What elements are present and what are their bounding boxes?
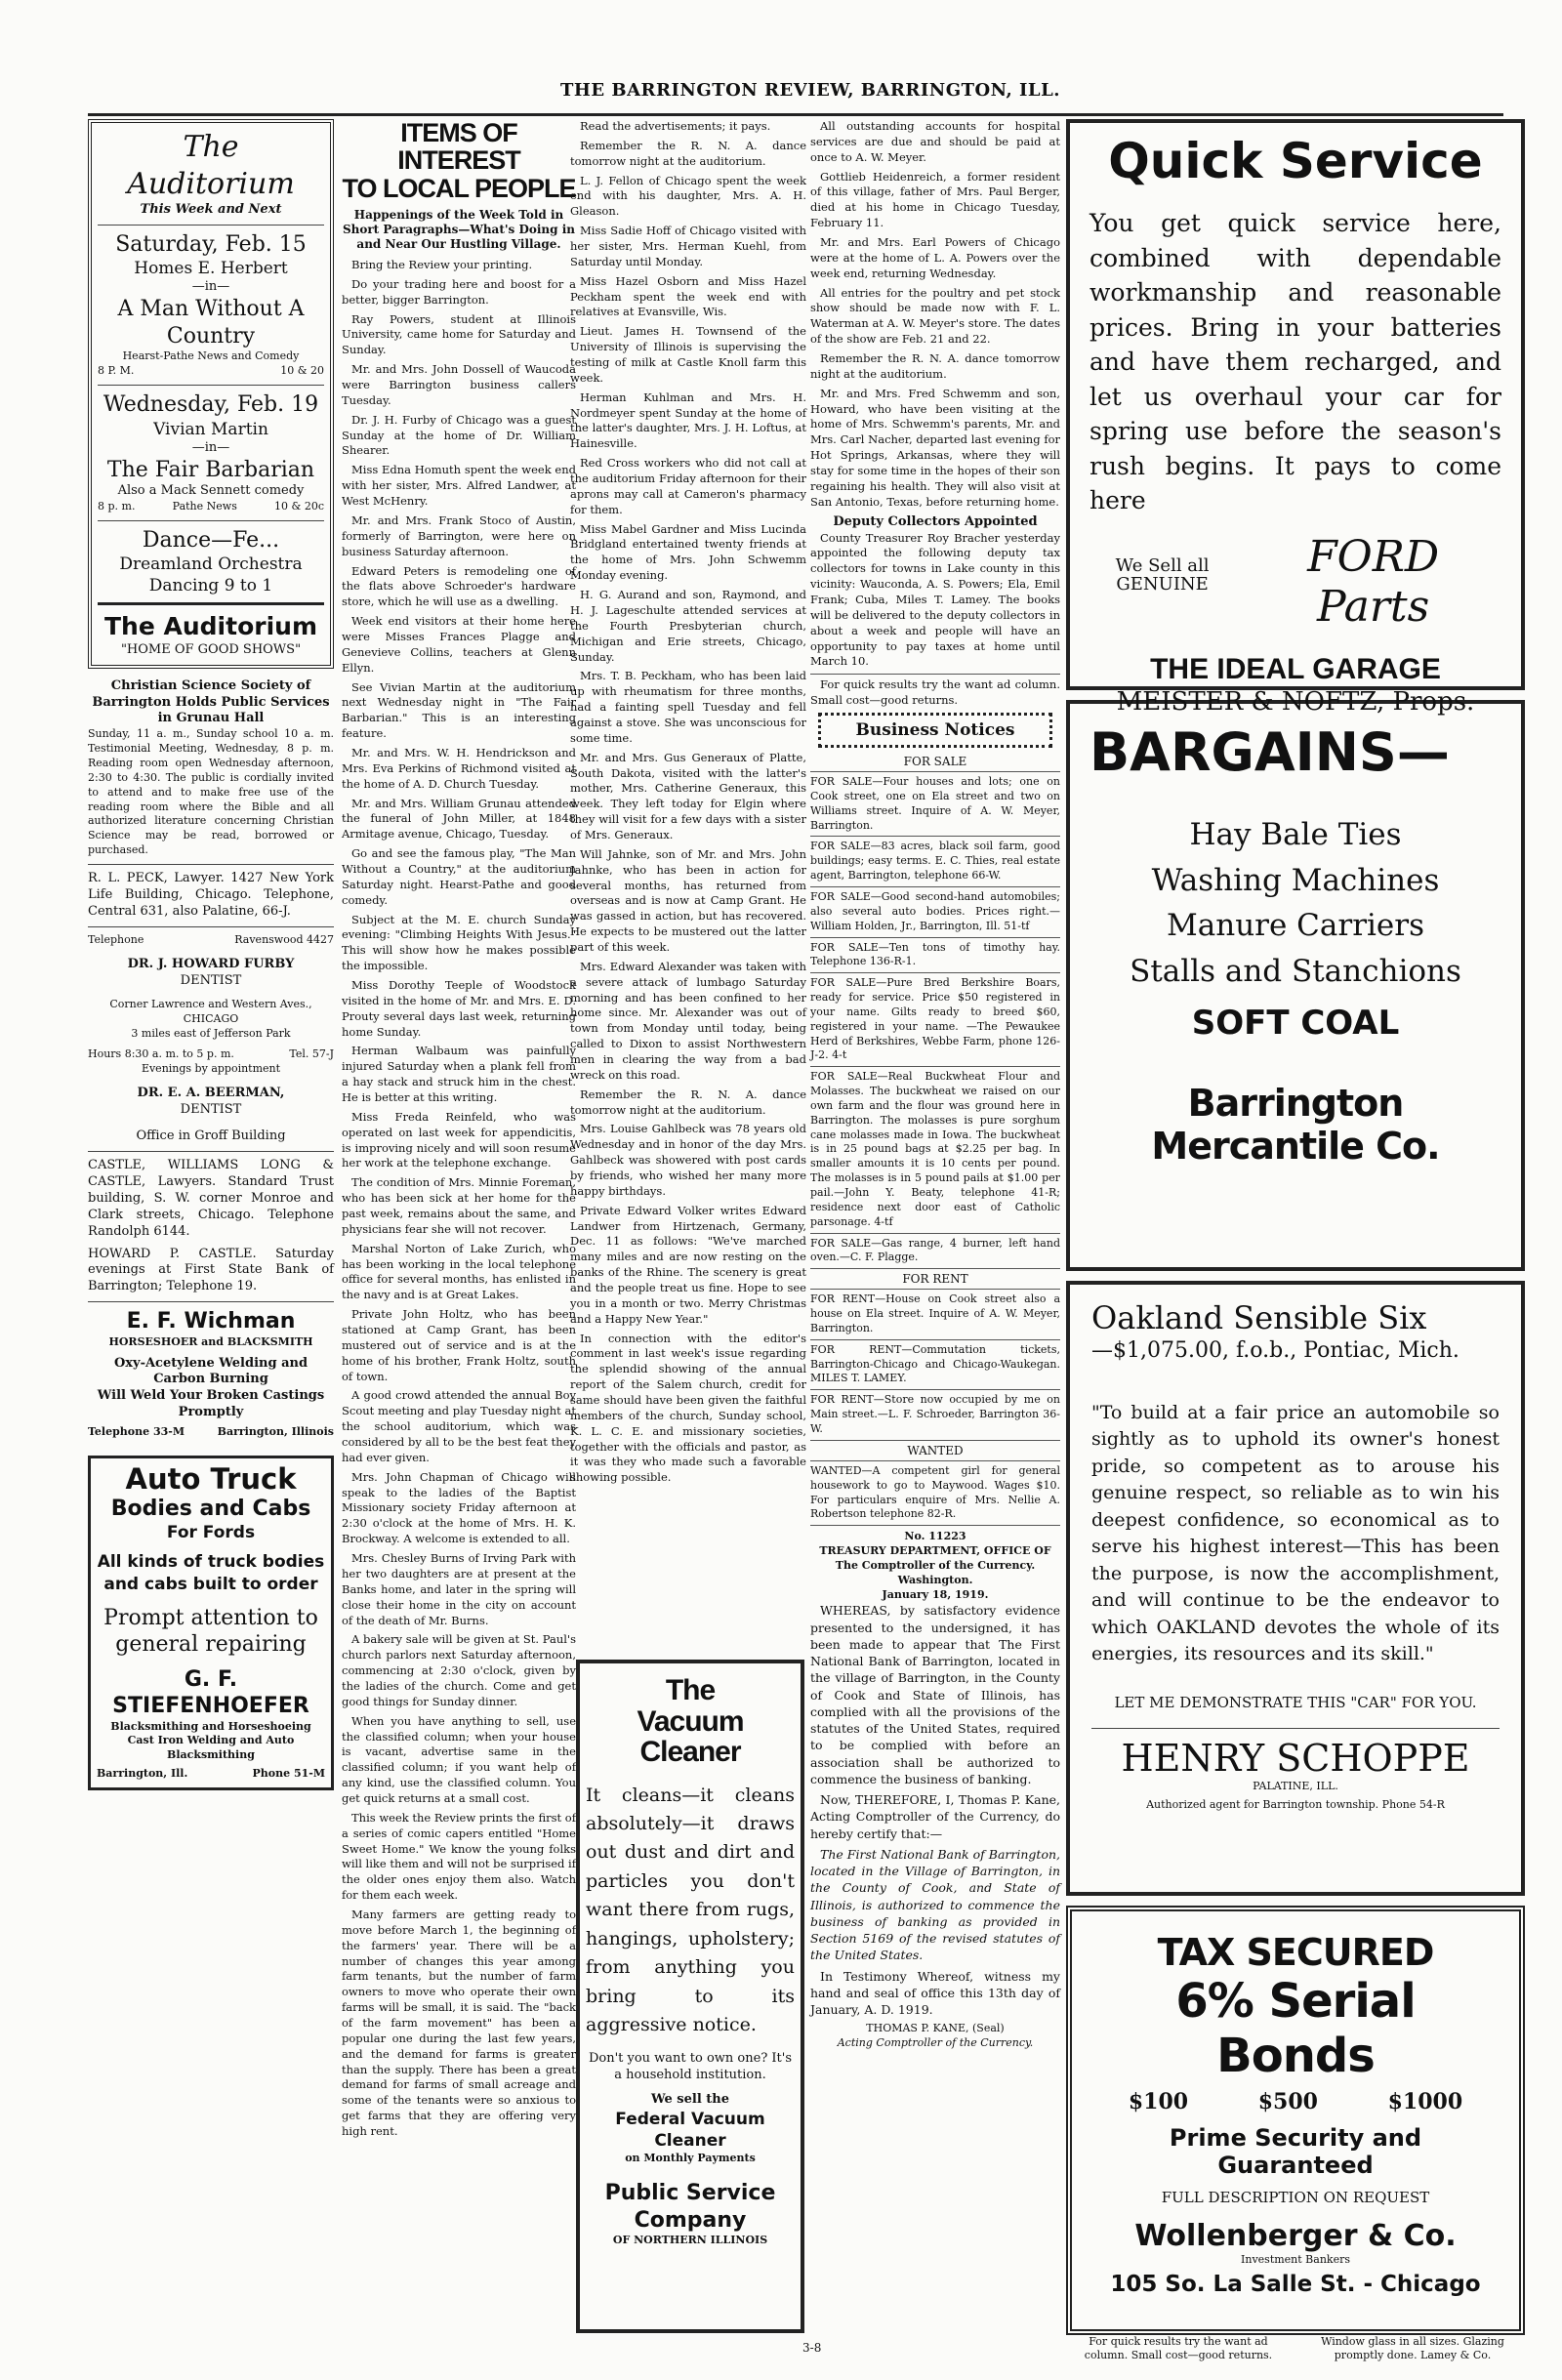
items-paras-item: Subject at the M. E. church Sunday evening: "Climbing Heights With Jesus." This will show how he makes possible the impossible.: [342, 912, 576, 973]
vacuum-h3: Cleaner: [639, 1736, 741, 1768]
for-sale-heading: FOR SALE: [810, 752, 1060, 772]
vacuum-h1: The: [665, 1674, 716, 1706]
stiefen-h3: For Fords: [166, 1523, 256, 1543]
masthead: THE BARRINGTON REVIEW, BARRINGTON, ILL.: [559, 80, 1060, 101]
bonds-heading-2: 6% Serial Bonds: [1175, 1974, 1416, 2083]
items-paras-item: See Vivian Martin at the auditorium next Wednesday night in "The Fair Barbarian." This is an interesting feature.: [342, 679, 576, 741]
column-4: [810, 119, 1060, 2355]
furby-card: [88, 933, 334, 1146]
stiefenhoefer-ad: [88, 1456, 334, 1790]
col3-paras-item: Remember the R. N. A. dance tomorrow night at the auditorium.: [570, 138, 806, 168]
col3-paras-item: Red Cross workers who did not call at the auditorium Friday afternoon for their aprons may call at Cameron's pharmacy for them.: [570, 456, 806, 516]
auditorium-title: The Auditorium: [127, 130, 295, 201]
bottom-notes: [1066, 2335, 1525, 2362]
bonds-firm: Wollenberger & Co.: [1134, 2219, 1457, 2253]
col3-paras-item: Private Edward Volker writes Edward Landwer from Hirtzenach, Germany, Dec. 11 as follows: "We've marched many miles and are now resting on the banks of the Rhine. The scenery is great and the people treat us fine. Hope to see you in a month or two. Merry Christmas and a Happy New Year.": [570, 1203, 806, 1326]
col3-paras-item: Miss Mabel Gardner and Miss Lucinda Bridgland entertained twenty friends at the home of Mrs. John Schwemm Monday evening.: [570, 521, 806, 583]
show2-news: Pathe News: [172, 499, 237, 513]
furby-tel: Ravenswood 4427: [234, 932, 334, 946]
column-2: [342, 119, 576, 2316]
bonds-address: 105 So. La Salle St. - Chicago: [1110, 2271, 1481, 2297]
furby-telno: Tel. 57-J: [289, 1046, 334, 1060]
items-paras-item: This week the Review prints the first of a series of comic capers entitled "Home Sweet Home." We know the young folks will like them and will not be surprised if the older ones enjoy them also. Watch for them each week.: [342, 1810, 576, 1903]
stiefen-phone: Phone 51-M: [252, 1767, 325, 1781]
deputy-body: County Treasurer Roy Bracher yesterday appointed the following deputy tax collectors for towns in Lake county in this vicinity: Wauconda, A. S. Powers; Ela, Emil Frank; Cuba, Miles T. Lamey. The books will be delivered to the deputy collectors in about a week and people will have an opportunity to pay taxes at home until March 10.: [810, 530, 1060, 669]
vacuum-question: Don't you want to own one? It's a household institution.: [588, 2051, 793, 2083]
col3-paras-item: Remember the R. N. A. dance tomorrow night at the auditorium.: [570, 1087, 806, 1117]
business-notices-box: [818, 713, 1052, 748]
rent-list-item: FOR RENT—Store now occupied by me on Main street.—L. F. Schroeder, Barrington 36-W.: [810, 1390, 1060, 1441]
beerman-name: DR. E. A. BEERMAN,: [137, 1086, 285, 1101]
auditorium-subtitle: This Week and Next: [140, 202, 282, 217]
col3-paras-item: Mrs. T. B. Peckham, who has been laid up with rheumatism for three months, had a fainting spell Tuesday and fell against a stove. She was unconscious for some time.: [570, 669, 806, 745]
col3-paragraphs: [570, 119, 806, 1486]
col3-paras-item: L. J. Fellon of Chicago spent the week end with his daughter, Mrs. A. H. Gleason.: [570, 173, 806, 219]
items-paras-item: Edward Peters is remodeling one of the flats above Schroeder's hardware store, which he will use as a dwelling.: [342, 563, 576, 609]
treasury-date: January 18, 1919.: [882, 1587, 989, 1601]
sale-list-item: FOR SALE—Ten tons of timothy hay. Telephone 136-R-1.: [810, 938, 1060, 974]
show1-extra: Hearst-Pathe News and Comedy: [122, 349, 300, 363]
items-paras-item: Miss Freda Reinfeld, who was operated on last week for appendicitis, is improving nicely and will soon resume her work at the telephone exchange.: [342, 1109, 576, 1170]
for-sale-list: [810, 772, 1060, 1269]
garage-ford-parts: FORD Parts: [1307, 531, 1440, 632]
furby-hours: Hours 8:30 a. m. to 5 p. m.: [88, 1046, 234, 1060]
furby-name: DR. J. HOWARD FURBY: [127, 957, 295, 972]
dance-title: Dance—Fe...: [142, 527, 280, 553]
col4-paras-item: All entries for the poultry and pet stock show should be made now with F. L. Waterman at A. W. Meyer's store. The dates of the show are Feb. 21 and 22.: [810, 285, 1060, 347]
treasury-signature: THOMAS P. KANE, (Seal): [866, 2022, 1005, 2035]
bonds-investment-bankers: Investment Bankers: [1241, 2253, 1350, 2266]
quick-results-note: For quick results try the want ad column. Small cost—good returns.: [810, 674, 1060, 709]
items-paras-item: Miss Edna Homuth spent the week end with her sister, Mrs. Alfred Landwer, at West McHenry.: [342, 463, 576, 509]
items-paras-item: Many farmers are getting ready to move before March 1, the beginning of the farmers' year. There will be a number of changes this year among farm tenants, but the number of farm owners to move who operate their own farms will be small, it is said. The "back of the farm movement" has been a popular one during the last few years, and the demand for farms is greater than the supply. There has been a great demand for farms of small acreage and some of the tenants were so anxious to get farms that they are offering very high rent.: [342, 1907, 576, 2138]
masthead-rule: [88, 113, 1503, 116]
for-rent-heading: FOR RENT: [810, 1269, 1060, 1290]
furby-tel-label: Telephone: [88, 932, 144, 946]
business-notices-heading: Business Notices: [855, 719, 1015, 740]
column-1: [88, 119, 334, 2296]
items-paras-item: Private John Holtz, who has been stationed at Camp Grant, has been mustered out of service and is at the home of his brother, Frank Holtz, south of town.: [342, 1307, 576, 1383]
items-paras-item: A good crowd attended the annual Boy Scout meeting and play Tuesday night at the school auditorium, which was considered by all to be the best feat they had ever given.: [342, 1388, 576, 1464]
vacuum-brand: Federal Vacuum Cleaner: [615, 2110, 765, 2152]
wichman-line1: Oxy-Acetylene Welding and Carbon Burning: [113, 1355, 308, 1387]
show2-in: —in—: [191, 439, 230, 455]
mercantile-item: Hay Bale Ties: [1189, 817, 1402, 852]
show2-price: 10 & 20c: [274, 499, 324, 513]
col3-paras-item: Herman Kuhlman and Mrs. H. Nordmeyer spent Sunday at the home of the latter's daughter, Mrs. J. H. Loftus, at Hainesville.: [570, 390, 806, 451]
wanted-heading: WANTED: [810, 1441, 1060, 1461]
garage-props: MEISTER & NOFTZ, Props.: [1116, 686, 1475, 717]
col3-paras-item: Mrs. Louise Gahlbeck was 78 years old Wednesday and in honor of the day Mrs. Gahlbeck was showered with post cards by friends, who wished her many more happy birthdays.: [570, 1122, 806, 1198]
deputy-heading: Deputy Collectors Appointed: [833, 513, 1038, 529]
col3-paras-item: Will Jahnke, son of Mr. and Mrs. John Jahnke, who has been in action for several months, has returned from overseas and is now at Camp Grant. He was gassed in action, but has recovered. He expects to be mustered out the latter part of this week.: [570, 846, 806, 954]
bond-denom-1000: $1000: [1387, 2089, 1463, 2114]
rent-list-item: FOR RENT—House on Cook street also a house on Ela street. Inquire of A. W. Meyer, Barrington.: [810, 1290, 1060, 1340]
furby-miles: 3 miles east of Jefferson Park: [131, 1026, 291, 1040]
items-paragraphs: [342, 258, 576, 2140]
items-heading-2: TO LOCAL PEOPLE: [342, 173, 576, 203]
vacuum-ad: [576, 1660, 804, 2333]
stiefen-line1: All kinds of truck bodies and cabs built to order: [97, 1552, 325, 1594]
items-paras-item: Mr. and Mrs. John Dossell of Waucoda were Barrington business callers Tuesday.: [342, 362, 576, 407]
items-paras-item: When you have anything to sell, use the classified column; when your house is vacant, advertise same in the classified column; if you want help of any kind, use the classified column. You get quick returns at a small cost.: [342, 1713, 576, 1805]
oakland-price: —$1,075.00, f.o.b., Pontiac, Mich.: [1091, 1338, 1459, 1363]
stiefen-town: Barrington, Ill.: [97, 1767, 188, 1781]
show1-in: —in—: [191, 279, 230, 295]
col3-paras-item: Lieut. James H. Townsend of the University of Illinois is supervising the testing of milk at Castle Knoll farm this week.: [570, 324, 806, 385]
mercantile-item: Washing Machines: [1151, 862, 1440, 898]
treasury-number: No. 11223: [904, 1530, 966, 1543]
col3-paras-item: Mr. and Mrs. Gus Generaux of Platte, South Dakota, visited with the latter's mother, Mrs. Catherine Generaux, this week. They left today for Elgin where they will visit for a few days with a sister of Mrs. Generaux.: [570, 750, 806, 841]
for-rent-list: [810, 1290, 1060, 1441]
treasury-para-4: In Testimony Whereof, witness my hand and seal of office this 13th day of January, A. D. 1919.: [810, 1968, 1060, 2018]
stiefen-trade: Blacksmithing and Horseshoeing Cast Iron Welding and Auto Blacksmithing: [110, 1719, 311, 1762]
items-paras-item: Bring the Review your printing.: [351, 258, 533, 272]
vacuum-company-3: OF NORTHERN ILLINOIS: [612, 2234, 768, 2247]
oakland-dealer: HENRY SCHOPPE: [1121, 1737, 1470, 1781]
col3-paras-item: Mrs. Edward Alexander was taken with a severe attack of lumbago Saturday morning and has been confined to her home since. Mr. Alexander was out of town from Monday until today, being called to Dixon to assist Northwestern men in clearing the way from a bad wreck on this road.: [570, 959, 806, 1082]
col3-paras-item: In connection with the editor's comment in last week's issue regarding the splendid showing of the annual report of the Salem church, credit for same should have been given the faithful members of the church, Sunday school, K. L. C. E. and missionary societies, together with the officials and pastor, as it was they who made such a favorable showing possible.: [570, 1331, 806, 1485]
treasury-heading: TREASURY DEPARTMENT, OFFICE OF The Comptroller of the Currency. Washington.: [819, 1544, 1051, 1586]
col3-paras-item: Miss Hazel Osborn and Miss Hazel Peckham spent the week end with relatives at Evansville, Wis.: [570, 273, 806, 319]
vacuum-sell: We sell the: [650, 2092, 730, 2108]
sale-list-item: FOR SALE—83 acres, black soil farm, good buildings; easy terms. E. C. Thies, real estate agent, Barrington, telephone 66-W.: [810, 837, 1060, 887]
garage-sell: We Sell all GENUINE: [1115, 554, 1210, 595]
sale-list-item: FOR SALE—Good second-hand automobiles; also several auto bodies. Prices right.—William Holden, Jr., Barrington, Ill. 51-tf: [810, 887, 1060, 938]
wichman-ad: [88, 1308, 334, 1440]
auditorium-footer: The Auditorium: [104, 612, 317, 641]
christian-science-body: Sunday, 11 a. m., Sunday school 10 a. m. Testimonial Meeting, Wednesday, 8 p. m. Reading room open Wednesday afternoon, 2:30 to 4:30. The public is cordially invited to attend and to make free use of the reading room where the Bible and all authorized literature concerning Christian Science may be read, borrowed or purchased.: [88, 727, 334, 857]
oakland-agent: Authorized agent for Barrington township. Phone 54-R: [1146, 1798, 1445, 1812]
items-paras-item: Mr. and Mrs. W. H. Hendrickson and Mrs. Eva Perkins of Richmond visited at the home of A. D. Church Tuesday.: [342, 745, 576, 791]
garage-name: THE IDEAL GARAGE: [1150, 652, 1441, 685]
furby-evenings: Evenings by appointment: [141, 1061, 281, 1075]
ideal-garage-ad: [1066, 119, 1525, 717]
wichman-town: Barrington, Illinois: [217, 1425, 334, 1439]
col4-paras-item: Remember the R. N. A. dance tomorrow night at the auditorium.: [810, 351, 1060, 381]
bottom-note-want-ad: For quick results try the want ad column. Small cost—good returns.: [1084, 2335, 1273, 2361]
show1-price: 10 & 20: [280, 364, 324, 378]
bond-denom-500: $500: [1257, 2089, 1318, 2114]
dance-orchestra: Dreamland Orchestra: [119, 554, 303, 575]
oakland-town: PALATINE, ILL.: [1253, 1780, 1338, 1793]
treasury-para-3: The First National Bank of Barrington, located in the Village of Barrington, in the County of Cook, and State of Illinois, is authorized to commence the business of banking as provided in Section 5169 of the revised statutes of the United States.: [810, 1846, 1060, 1963]
show2-time: 8 p. m.: [98, 499, 136, 513]
peck-card: R. L. PECK, Lawyer. 1427 New York Life Building, Chicago. Telephone, Central 631, also Palatine, 66-J.: [88, 870, 334, 919]
items-paras-item: Miss Dorothy Teeple of Woodstock visited in the home of Mr. and Mrs. E. D. Prouty several days last week, returning home Sunday.: [342, 977, 576, 1039]
oakland-quote: "To build at a fair price an automobile so sightly as to uphold its owner's honest pride, so competent as to arouse his genuine respect, so reliable as to win his deepest confidence, so economical as to serve his highest interest—This has been the purpose, is now the accomplishment, and will continue to be the endeavor to which OAKLAND devotes the whole of its energies, its resources and its skill.": [1091, 1401, 1500, 1665]
items-paras-item: Mr. and Mrs. Frank Stoco of Austin, formerly of Barrington, were here on business Saturday afternoon.: [342, 513, 576, 558]
wichman-name: E. F. Wichman: [126, 1309, 296, 1334]
items-paras-item: Mrs. John Chapman of Chicago will speak to the ladies of the Baptist Missionary society Friday afternoon at 2:30 o'clock at the home of Mrs. H. K. Brockway. A welcome is extended to all.: [342, 1469, 576, 1546]
oakland-heading: Oakland Sensible Six: [1091, 1299, 1427, 1336]
sale-list-item: FOR SALE—Gas range, 4 burner, left hand oven.—C. F. Plagge.: [810, 1234, 1060, 1270]
wichman-trade: HORSESHOER and BLACKSMITH: [108, 1334, 313, 1348]
col3-paras-item: H. G. Aurand and son, Raymond, and H. J. Lageschulte attended services at the Fourth Presbyterian church, Michigan and Erie streets, Chicago, Sunday.: [570, 588, 806, 664]
wichman-line2: Will Weld Your Broken Castings Promptly: [97, 1388, 325, 1420]
stiefen-h2: Bodies and Cabs: [110, 1496, 311, 1521]
column-5: [1066, 119, 1525, 2364]
items-paras-item: Dr. J. H. Furby of Chicago was a guest Sunday at the home of Dr. William Shearer.: [342, 412, 576, 458]
garage-body: You get quick service here, combined with dependable workmanship and reasonable prices. Bring in your batteries and have them recharged, and let us overhaul your car for spring use before the season's rush begins. It pays to come here: [1089, 209, 1501, 514]
mercantile-item: Stalls and Stanchions: [1130, 953, 1461, 989]
mercantile-coal: SOFT COAL: [1191, 1004, 1400, 1043]
christian-science-notice: [88, 678, 334, 858]
col4-paras-item: All outstanding accounts for hospital services are due and should be paid at once to A. W. Meyer.: [810, 119, 1060, 164]
show1-star: Homes E. Herbert: [134, 259, 288, 279]
castle-card: CASTLE, WILLIAMS LONG & CASTLE, Lawyers. Standard Trust building, S. W. corner Monroe and Clark streets, Chicago. Telephone Randolph 6144.: [88, 1158, 334, 1239]
items-heading-1: ITEMS OF INTEREST: [397, 118, 520, 176]
mercantile-item: Manure Carriers: [1167, 908, 1424, 943]
treasury-para-2: Now, THEREFORE, I, Thomas P. Kane, Acting Comptroller of the Currency, do hereby certify that:—: [810, 1792, 1060, 1841]
vacuum-body: It cleans—it cleans absolutely—it draws out dust and dirt and particles you don't want there from rugs, hangings, upholstery; from anything you bring to its aggressive notice.: [586, 1784, 795, 2035]
wanted-item: WANTED—A competent girl for general housework to go to Maywood. Wages $10. For particulars enquire of Mrs. Nellie A. Robertson telephone 82-R.: [810, 1461, 1060, 1526]
sale-list-item: FOR SALE—Four houses and lots; one on Cook street, one on Ela street and two on Williams street. Inquire of A. W. Meyer, Barrington.: [810, 772, 1060, 837]
beerman-title: DENTIST: [180, 1102, 242, 1118]
col3-paras-item: Read the advertisements; it pays.: [580, 119, 771, 133]
mercantile-heading: BARGAINS—: [1089, 721, 1450, 783]
bonds-ad: [1066, 1906, 1525, 2335]
items-subheading: Happenings of the Week Told in Short Paragraphs—What's Doing in and Near Our Hustling Village.: [342, 208, 576, 252]
items-paras-item: Ray Powers, student at Illinois University, came home for Saturday and Sunday.: [342, 311, 576, 357]
vacuum-company-1: Public Service: [604, 2181, 776, 2206]
bottom-note-glass: Window glass in all sizes. Glazing promptly done. Lamey & Co.: [1321, 2335, 1504, 2361]
show1-time: 8 P. M.: [98, 364, 135, 378]
col4-paras-item: Gottlieb Heidenreich, a former resident of this village, father of Mrs. Paul Berger, died at his home in Chicago Tuesday, February 11.: [810, 169, 1060, 230]
castle-card-2: HOWARD P. CASTLE. Saturday evenings at First State Bank of Barrington; Telephone 19.: [88, 1246, 334, 1294]
col3-paras-item: Miss Sadie Hoff of Chicago visited with her sister, Mrs. Herman Kuehl, from Saturday until Monday.: [570, 224, 806, 268]
show2-star: Vivian Martin: [153, 419, 268, 439]
beerman-office: Office in Groff Building: [136, 1128, 286, 1144]
show2-title: The Fair Barbarian: [106, 457, 315, 482]
col4-paras-item: Mr. and Mrs. Earl Powers of Chicago were at the home of L. A. Powers over the week end, returning Wednesday.: [810, 235, 1060, 280]
items-paras-item: The condition of Mrs. Minnie Foreman, who has been sick at her home for the past week, remains about the same, and physicians fear she will not recover.: [342, 1175, 576, 1236]
auditorium-ad: [88, 119, 334, 669]
vacuum-h2: Vacuum: [637, 1704, 744, 1738]
wichman-tel: Telephone 33-M: [88, 1425, 185, 1439]
dance-time: Dancing 9 to 1: [148, 576, 273, 596]
bonds-full-description: FULL DESCRIPTION ON REQUEST: [1161, 2188, 1430, 2206]
col4-paragraphs: [810, 119, 1060, 511]
auditorium-tagline: "HOME OF GOOD SHOWS": [120, 641, 302, 657]
furby-address: Corner Lawrence and Western Aves., CHICAGO: [109, 998, 312, 1026]
sale-list-item: FOR SALE—Pure Bred Berkshire Boars, ready for service. Price $50 registered in your name. Gilts ready to breed $60, registered in your name. —The Pewaukee Herd of Berkshires, Webbe Farm, phone 126-J-2. 4-t: [810, 973, 1060, 1067]
items-paras-item: Marshal Norton of Lake Zurich, who has been working in the local telephone office for several months, has enlisted in the navy and is at Great Lakes.: [342, 1241, 576, 1302]
treasury-signature-title: Acting Comptroller of the Currency.: [837, 2036, 1034, 2050]
rent-list-item: FOR RENT—Commutation tickets, Barrington-Chicago and Chicago-Waukegan. MILES T. LAMEY.: [810, 1340, 1060, 1391]
furby-title: DENTIST: [180, 973, 242, 989]
oakland-demo: LET ME DEMONSTRATE THIS "CAR" FOR YOU.: [1114, 1693, 1477, 1711]
show2-date: Wednesday, Feb. 19: [103, 392, 319, 418]
bond-denom-100: $100: [1128, 2089, 1189, 2114]
mercantile-name: Barrington Mercantile Co.: [1151, 1082, 1440, 1168]
mercantile-ad: [1066, 700, 1525, 1271]
christian-science-head: Christian Science Society of Barrington Holds Public Services in Grunau Hall: [92, 677, 330, 726]
show2-extra: Also a Mack Sennett comedy: [117, 483, 305, 499]
treasury-para-1: WHEREAS, by satisfactory evidence presented to the undersigned, it has been made to appear that The First National Bank of Barrington, located in the village of Barrington, in the County of Cook and State of Illinois, has complied with all the provisions of the statutes of the United States, required to be complied with before an association shall be authorized to commence the business of banking.: [810, 1603, 1060, 1786]
col4-paras-item: Mr. and Mrs. Fred Schwemm and son, Howard, who have been visiting at the home of Mrs. Schwemm's parents, Mr. and Mrs. Carl Nacher, departed last evening for Hot Springs, Arkansas, where they will stay for some time in the hopes of their son regaining his health. They will also visit at San Antonio, Texas, before returning home.: [810, 386, 1060, 509]
show1-title: A Man Without A Country: [117, 297, 305, 349]
page-number: 3-8: [802, 2341, 822, 2355]
vacuum-company-2: Company: [634, 2207, 747, 2233]
bonds-security: Prime Security and Guaranteed: [1169, 2123, 1422, 2179]
mercantile-items: [1089, 812, 1501, 994]
items-paras-item: Herman Walbaum was painfully injured Saturday when a plank fell from a hay stack and struck him in the chest. He is better at this writing.: [342, 1044, 576, 1104]
bonds-heading-1: TAX SECURED: [1157, 1931, 1434, 1974]
vacuum-terms: on Monthly Payments: [625, 2152, 756, 2165]
items-paras-item: Mrs. Chesley Burns of Irving Park with her two daughters are at present at the Banks home, and later in the spring will close their home in the city on account of the death of Mr. Burns.: [342, 1551, 576, 1627]
stiefen-name: G. F. STIEFENHOEFER: [112, 1666, 309, 1719]
oakland-ad: [1066, 1281, 1525, 1896]
sale-list-item: FOR SALE—Real Buckwheat Flour and Molasses. The buckwheat we raised on our own farm and the flour was ground here in Barrington. The molasses is pure sorghum cane molasses made in Iowa. The buckwheat is in 25 pound bags at $2.25 per bag. In smaller amounts it is 10 cents per pound. The molasses is in 5 pound pails at $1.00 per pail.—John Y. Beaty, telephone 41-R; residence next door east of Catholic parsonage. 4-tf: [810, 1067, 1060, 1233]
items-paras-item: Go and see the famous play, "The Man Without a Country," at the auditorium Saturday night. Hearst-Pathe and good comedy.: [342, 846, 576, 907]
items-paras-item: Do your trading here and boost for a better, bigger Barrington.: [342, 276, 576, 307]
stiefen-line2: Prompt attention to general repairing: [103, 1605, 318, 1658]
items-paras-item: A bakery sale will be given at St. Paul's church parlors next Saturday afternoon, commencing at 2:30 o'clock, given by the ladies of the church. Come and get good things for Sunday dinner.: [342, 1632, 576, 1708]
show1-date: Saturday, Feb. 15: [115, 231, 307, 257]
column-3: [570, 119, 806, 1485]
items-paras-item: Week end visitors at their home here were Misses Frances Plagge and Genevieve Collins, teachers at Glenn Ellyn.: [342, 614, 576, 675]
stiefen-h1: Auto Truck: [125, 1461, 297, 1496]
items-paras-item: Mr. and Mrs. William Grunau attended the funeral of John Miller, at 1848 Armitage avenue, Chicago, Tuesday.: [342, 796, 576, 841]
garage-heading: Quick Service: [1108, 133, 1483, 189]
